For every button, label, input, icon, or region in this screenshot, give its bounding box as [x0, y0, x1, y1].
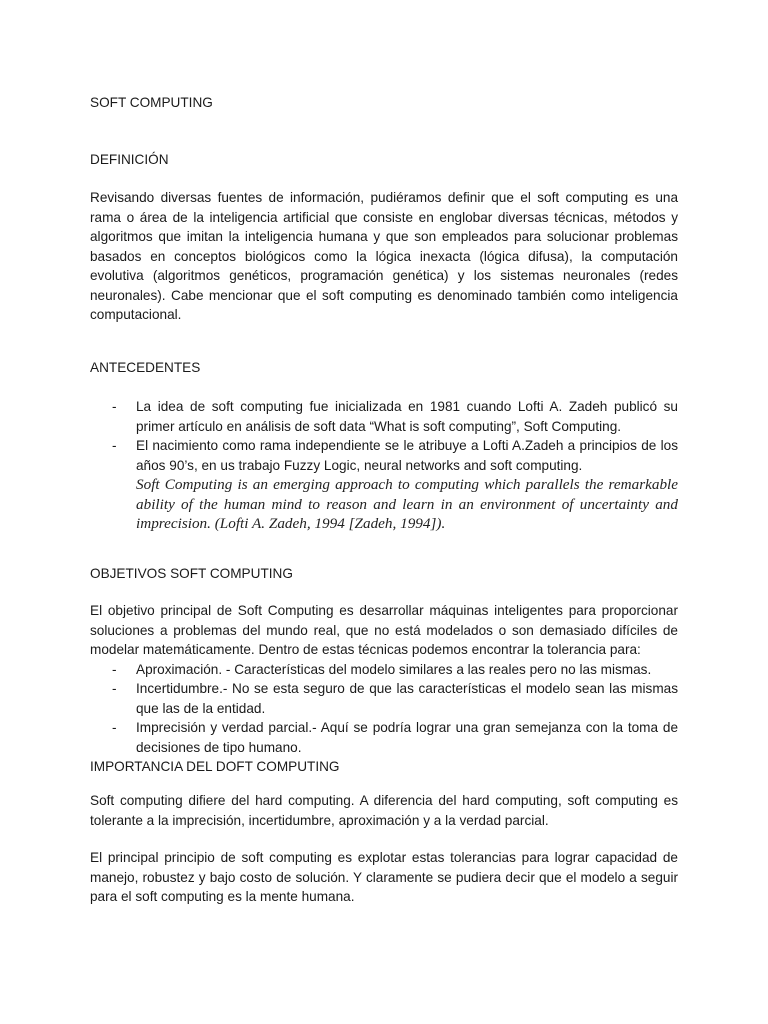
list-item-text: Incertidumbre.- No se esta seguro de que las características el modelo sean las mismas que las de la entidad. — [136, 681, 678, 716]
objetivos-list — [90, 660, 678, 758]
section-heading-definicion: DEFINICIÓN — [90, 152, 169, 167]
list-item-text: Imprecisión y verdad parcial.- Aquí se podría lograr una gran semejanza con la toma de decisiones de tipo humano. — [136, 720, 678, 755]
zadeh-quote: Soft Computing is an emerging approach to computing which parallels the remarkable ability of the human mind to reason and learn in an environment of uncertainty and imprecision. (Lofti A. Zadeh, 1994 [Zadeh, 1994]). — [136, 476, 678, 532]
antecedentes-list — [90, 397, 678, 475]
list-item-text: El nacimiento como rama independiente se le atribuye a Lofti A.Zadeh a principios de los años 90’s, en us trabajo Fuzzy Logic, neural networks and soft computing. — [136, 438, 678, 473]
list-item-text: Aproximación. - Características del modelo similares a las reales pero no las mismas. — [136, 661, 652, 677]
document-title: SOFT COMPUTING — [90, 95, 213, 110]
section-heading-objetivos: OBJETIVOS SOFT COMPUTING — [90, 566, 293, 581]
objetivos-paragraph: El objetivo principal de Soft Computing es desarrollar máquinas inteligentes para proporcionar soluciones a problemas del mundo real, que no está modelados o son demasiado difíciles de modelar matemáticamente. Dentro de estas técnicas podemos encontrar la tolerancia para: — [90, 603, 678, 657]
bullet-dash: - — [112, 681, 117, 696]
importancia-paragraph-1: Soft computing difiere del hard computing. A diferencia del hard computing, soft computing es tolerante a la imprecisión, incertidumbre, aproximación y a la verdad parcial. — [90, 793, 678, 828]
list-item — [90, 397, 678, 436]
bullet-dash: - — [112, 720, 117, 735]
bullet-dash: - — [112, 399, 117, 414]
list-item — [90, 679, 678, 718]
bullet-dash: - — [112, 661, 117, 677]
list-item — [90, 436, 678, 475]
antecedentes-list-container — [90, 397, 678, 534]
section-heading-antecedentes: ANTECEDENTES — [90, 360, 201, 375]
list-item — [90, 718, 678, 757]
objetivos-content — [90, 601, 678, 777]
list-item-text: La idea de soft computing fue inicializada en 1981 cuando Lofti A. Zadeh publicó su primer artículo en análisis de soft data “What is soft computing”, Soft Computing. — [136, 399, 678, 434]
bullet-dash: - — [112, 438, 117, 453]
definicion-paragraph: Revisando diversas fuentes de información, pudiéramos definir que el soft computing es una rama o área de la inteligencia artificial que consiste en englobar diversas técnicas, métodos y algoritmos que imitan la inteligencia humana y que son empleados para solucionar problemas basados en conceptos biológicos como la lógica inexacta (lógica difusa), la computación evolutiva (algoritmos genéticos, programación genética) y los sistemas neuronales (redes neuronales). Cabe mencionar que el soft computing es denominado también como inteligencia computacional. — [90, 190, 678, 322]
section-heading-importancia: IMPORTANCIA DEL DOFT COMPUTING — [90, 759, 340, 774]
list-item — [90, 660, 678, 680]
importancia-paragraph-2: El principal principio de soft computing es explotar estas tolerancias para lograr capacidad de manejo, robustez y bajo costo de solución. Y claramente se pudiera decir que el modelo a seguir para el soft computing es la mente humana. — [90, 850, 678, 904]
